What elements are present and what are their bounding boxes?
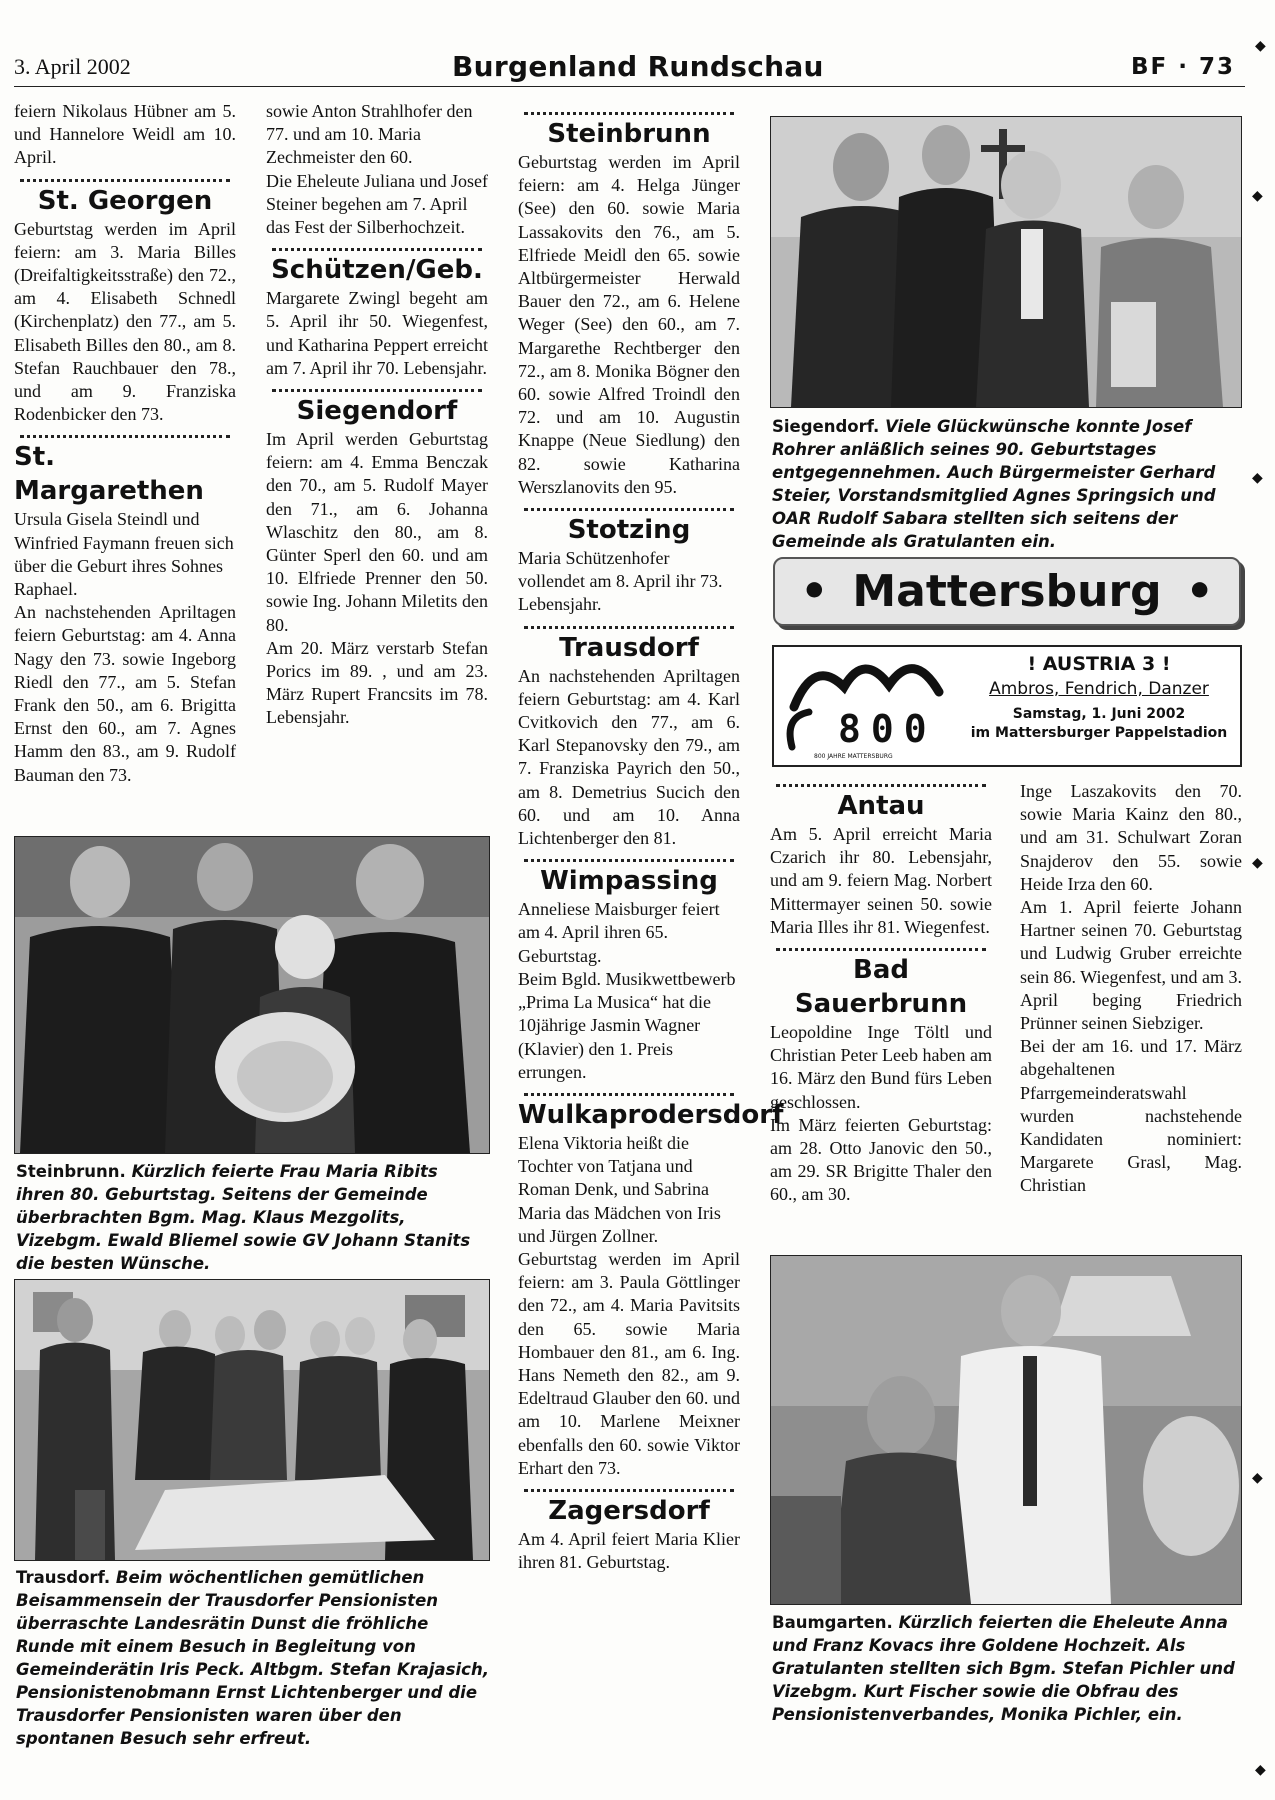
caption-steinbrunn <box>16 1160 490 1275</box>
article-text: feiern Nikolaus Hübner am 5. und Hannelore Weidl am 10. April. <box>14 101 236 168</box>
divider <box>272 248 482 251</box>
article-text: Die Eheleute Juliana und Josef Steiner begehen am 7. April das Fest der Silberhochzeit. <box>266 170 488 238</box>
ad-event-info <box>964 705 1234 743</box>
ad-venue: im Mattersburger Pappelstadion <box>970 725 1228 741</box>
article-text: Maria Schützenhofer vollendet am 8. April ihr 73. Lebensjahr. <box>518 548 723 615</box>
scan-mark: ◆ <box>1255 1762 1266 1778</box>
newspaper-title: Burgenland Rundschau <box>452 50 824 83</box>
section-heading-antau: Antau <box>837 791 925 821</box>
divider <box>776 948 986 951</box>
header-rule <box>14 86 1245 87</box>
article-text: Geburtstag werden im April feiern: am 4. Helga Jünger (See) den 60. sowie Maria Lassakovits den 76., am 5. Elfriede Meidl den 65. sowie Altbürgermeister Herwald Bauer den 72., am 6. Helene Weger (See) den 60., am 7. Margarethe Rechtberger den 72., am 8. Monika Bögner den 60. sowie Alfred Troindl den 72. und am 10. Augustin Knappe (Neue Siedlung) den 82. sowie Katharina Werszlanovits den 95. <box>518 152 740 497</box>
caption-siegendorf <box>772 415 1242 553</box>
section-heading-st-georgen: St. Georgen <box>37 185 213 216</box>
caption-text: Kürzlich feierte Frau Maria Ribits ihren 80. Geburtstag. Seitens der Gemeinde überbrachten Bgm. Mag. Klaus Mezgolits, Vizebgm. Ewald Bliemel sowie GV Johann Stanits die besten Wünsche. <box>16 1162 471 1273</box>
column-5 <box>1020 780 1242 1198</box>
article-text: Im April werden Geburtstag feiern: am 4. Emma Benczak den 70., am 5. Rudolf Mayer den 71., am 6. Johanna Wlaschitz den 80., am 8. Günter Sperl den 60. und am 10. Elfriede Prenner den 50. sowie Ing. Johann Miletits den 80. <box>266 429 488 635</box>
article-text: Geburtstag werden im April feiern: am 3. Paula Göttlinger den 72., am 4. Maria Pavitsits den 65. sowie Maria Hombauer den 81., am 6. Ing. Hans Nemeth den 82., am 9. Edeltraud Glauber den 60. und am 10. Marlene Meixner ebenfalls den 60. sowie Viktor Erhart den 73. <box>518 1248 740 1478</box>
section-heading-wimpassing: Wimpassing <box>540 866 718 897</box>
article-text: Am 5. April erreicht Maria Czarich ihr 80. Lebensjahr, und am 9. feiern Mag. Norbert Mittermayer seinen 50. sowie Maria Illes ihr 81. Wiegenfest. <box>770 824 992 937</box>
caption-place: Trausdorf. <box>16 1568 111 1587</box>
section-heading-bad-sauerbrunn: Bad Sauerbrunn <box>794 955 968 1020</box>
ad-artists: Ambros, Fendrich, Danzer <box>989 679 1209 699</box>
caption-baumgarten <box>772 1611 1242 1726</box>
caption-trausdorf <box>16 1566 490 1750</box>
ad-subline: 800 JAHRE MATTERSBURG <box>814 753 893 760</box>
column-2 <box>266 100 488 730</box>
ad-headline: ! AUSTRIA 3 ! <box>1027 653 1171 675</box>
section-heading-schuetzen: Schützen/Geb. <box>271 255 483 286</box>
banner-title: Mattersburg <box>852 566 1162 617</box>
section-heading-wulkaprodersdorf: Wulkaprodersdorf <box>518 1099 784 1130</box>
section-heading-st-margarethen: St. Margarethen <box>14 442 204 507</box>
column-3 <box>518 108 784 1574</box>
page-number: BF · 73 <box>1130 54 1235 80</box>
divider <box>20 179 230 182</box>
divider <box>272 389 482 392</box>
caption-place: Steinbrunn. <box>16 1162 126 1181</box>
article-text: An nachstehenden Apriltagen feiern Geburtstag: am 4. Karl Cvitkovich den 77., am 6. Karl Stepanovsky den 79., am 7. Franziska Payrich den 50., am 8. Demetrius Sucich den 60. und am 10. Anna Lichtenberger den 81. <box>518 665 740 849</box>
divider <box>524 508 734 511</box>
photo-baumgarten <box>770 1255 1242 1605</box>
scan-mark: ◆ <box>1252 1470 1263 1486</box>
scan-mark: ◆ <box>1252 855 1263 871</box>
scan-mark: ◆ <box>1252 188 1263 204</box>
section-heading-trausdorf: Trausdorf <box>559 632 699 663</box>
caption-text: Kürzlich feierten die Eheleute Anna und Franz Kovacs ihre Goldene Hochzeit. Als Gratulanten stellten sich Bgm. Stefan Pichler und Vizebgm. Kurt Fischer sowie die Obfrau des Pensionistenverbandes, Monika Pichler, ein. <box>772 1613 1235 1724</box>
article-text: Geburtstag werden im April feiern: am 3. Maria Billes (Dreifaltigkeitsstraße) den 72., am 4. Elisabeth Schnedl (Kirchenplatz) den 77., am 5. Elisabeth Billes den 80., am 8. Stefan Rauchbauer den 78., und am 9. Franziska Rodenbicker den 73. <box>14 218 236 425</box>
advertisement-austria3 <box>772 645 1242 767</box>
divider <box>524 1489 734 1492</box>
article-text: Am 20. März verstarb Stefan Porics im 89. , und am 23. März Rupert Francsits im 78. Lebensjahr. <box>266 637 488 728</box>
scan-mark: ◆ <box>1252 470 1263 486</box>
article-text: Elena Viktoria heißt die Tochter von Tatjana und Roman Denk, und Sabrina Maria das Mädchen von Iris und Jürgen Zollner. <box>518 1132 721 1246</box>
section-banner-mattersburg <box>773 557 1241 626</box>
section-heading-stotzing: Stotzing <box>567 515 691 546</box>
divider <box>524 112 734 115</box>
photo-trausdorf <box>14 1279 490 1561</box>
article-text: Am 1. April feierte Johann Hartner seinen 70. Geburtstag und Ludwig Gruber erreichte sein 86. Wiegenfest, und am 3. April beging Friedrich Prünner seinen Siebziger. <box>1020 897 1242 1034</box>
article-text: Leopoldine Inge Töltl und Christian Peter Leeb haben am 16. März den Bund fürs Leben geschlossen. <box>770 1022 992 1112</box>
article-text: Ursula Gisela Steindl und Winfried Faymann freuen sich über die Geburt ihres Sohnes Raphael. <box>14 509 234 600</box>
divider <box>524 626 734 629</box>
ad-number: 800 <box>838 707 937 751</box>
caption-text: Beim wöchentlichen gemütlichen Beisammensein der Trausdorfer Pensionisten überraschte Landesrätin Dunst die fröhliche Runde mit einem Besuch in Begleitung von Gemeinderätin Iris Peck. Altbgm. Stefan Krajasich, Pensionistenobmann Ernst Lichtenberger und die Trausdorfer Pensionisten waren über den spontanen Besuch sehr erfreut. <box>16 1568 489 1748</box>
photo-siegendorf <box>770 116 1242 408</box>
ad-date: Samstag, 1. Juni 2002 <box>1012 706 1186 722</box>
column-4 <box>770 780 992 1207</box>
divider <box>524 859 734 862</box>
article-text: Bei der am 16. und 17. März abgehaltenen Pfarrgemeinderatswahl wurden nachstehende Kandidaten nominiert: Margarete Grasl, Mag. Christian <box>1020 1036 1242 1196</box>
section-heading-steinbrunn: Steinbrunn <box>547 119 711 149</box>
article-text: Am 4. April feiert Maria Klier ihren 81. Geburtstag. <box>518 1528 740 1573</box>
caption-text: Viele Glückwünsche konnte Josef Rohrer anläßlich seines 90. Geburtstages entgegennehmen. Auch Bürgermeister Gerhard Steier, Vorstandsmitglied Agnes Springsich und OAR Rudolf Sabara stellten sich seitens der Gemeinde als Gratulanten ein. <box>772 417 1216 551</box>
article-text: Anneliese Maisburger feiert am 4. April ihren 65. Geburtstag. <box>518 899 720 966</box>
divider <box>524 1093 734 1096</box>
issue-date: 3. April 2002 <box>14 54 131 79</box>
photo-steinbrunn <box>14 836 490 1154</box>
article-text: Im März feierten Geburtstag: am 28. Otto Janovic den 50., am 29. SR Brigitte Thaler den 60., am 30. <box>770 1114 992 1205</box>
caption-place: Baumgarten. <box>772 1613 893 1632</box>
article-text: Margarete Zwingl begeht am 5. April ihr 50. Wiegenfest, und Katharina Peppert erreicht am 7. April ihr 70. Lebensjahr. <box>266 288 488 378</box>
banner-bullet: • <box>1185 566 1214 617</box>
caption-place: Siegendorf. <box>772 417 880 436</box>
article-text: An nachstehenden Apriltagen feiern Geburtstag: am 4. Anna Nagy den 73. sowie Ingeborg Riedl den 77., am 5. Stefan Frank den 50., am 6. Brigitta Ernst den 60., am 7. Agnes Hamm den 83., am 9. Rudolf Bauman den 73. <box>14 602 236 785</box>
column-1 <box>14 100 236 787</box>
article-text: Beim Bgld. Musikwettbewerb „Prima La Musica“ hat die 10jährige Jasmin Wagner (Klavier) den 1. Preis errungen. <box>518 968 736 1082</box>
article-text: sowie Anton Strahlhofer den 77. und am 10. Maria Zechmeister den 60. <box>266 101 473 168</box>
divider <box>776 784 986 787</box>
section-heading-zagersdorf: Zagersdorf <box>548 1495 710 1526</box>
scan-mark: ◆ <box>1255 38 1266 54</box>
article-text: Inge Laszakovits den 70. sowie Maria Kainz den 80., und am 31. Schulwart Zoran Snajderov den 55. sowie Heide Irza den 60. <box>1020 781 1242 894</box>
banner-bullet: • <box>800 566 829 617</box>
section-heading-siegendorf: Siegendorf <box>296 396 458 427</box>
divider <box>20 435 230 438</box>
